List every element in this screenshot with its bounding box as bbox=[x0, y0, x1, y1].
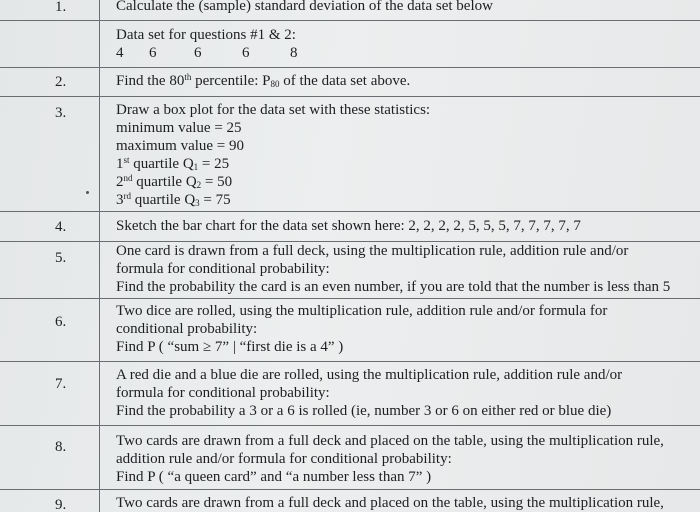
question-row-6 bbox=[0, 298, 700, 362]
question-line: Two cards are drawn from a full deck and placed on the table, using the multiplication rule, bbox=[116, 495, 664, 511]
question-row-7 bbox=[0, 361, 700, 426]
question-row-4 bbox=[0, 211, 700, 242]
question-number: 6. bbox=[55, 314, 67, 330]
question-line: Find the probability the card is an even number, if you are told that the number is less than 5 bbox=[116, 279, 671, 295]
question-row-3 bbox=[0, 96, 700, 212]
question-row-8 bbox=[0, 425, 700, 490]
question-line: A red die and a blue die are rolled, using the multiplication rule, addition rule and/or bbox=[116, 367, 623, 383]
question-line: conditional probability: bbox=[116, 321, 258, 337]
data-value: 6 bbox=[149, 45, 157, 61]
data-set-values bbox=[116, 44, 700, 62]
question-row-5 bbox=[0, 241, 700, 299]
data-set-title: Data set for questions #1 & 2: bbox=[116, 27, 296, 43]
question-line: addition rule and/or formula for conditional probability: bbox=[116, 451, 452, 467]
question-row-2 bbox=[0, 67, 700, 97]
question-text: Draw a box plot for the data set with these statistics: bbox=[116, 102, 431, 118]
question-row-9 bbox=[0, 489, 700, 512]
stat-q2: 2nd quartile $Q_2 = 50$ bbox=[116, 173, 233, 190]
question-line: One card is drawn from a full deck, using the multiplication rule, addition rule and/or bbox=[116, 243, 629, 259]
question-number: 1. bbox=[55, 0, 67, 15]
question-number: 2. bbox=[55, 74, 67, 90]
question-line: Find the probability a 3 or a 6 is rolled (ie, number 3 or 6 on either red or blue die) bbox=[116, 403, 612, 419]
question-number: 3. bbox=[55, 105, 67, 121]
stat-q3: 3rd quartile $Q_3 = 75$ bbox=[116, 191, 231, 208]
question-text: Sketch the bar chart for the data set shown here: 2, 2, 2, 2, 5, 5, 5, 7, 7, 7, 7, 7 bbox=[116, 218, 581, 234]
data-value: 6 bbox=[242, 45, 250, 61]
question-line: formula for conditional probability: bbox=[116, 385, 330, 401]
data-value: 4 bbox=[116, 45, 124, 61]
question-number: 4. bbox=[55, 219, 67, 235]
question-number: 8. bbox=[55, 439, 67, 455]
question-number: 5. bbox=[55, 250, 67, 266]
stat-minimum: minimum value = 25 bbox=[116, 120, 242, 136]
stat-q1: 1st quartile $Q_1 = 25$ bbox=[116, 155, 230, 172]
question-number: 9. bbox=[55, 497, 67, 512]
question-line: Two dice are rolled, using the multiplication rule, addition rule and/or formula for bbox=[116, 303, 608, 319]
question-line: Find P ( “a queen card” and “a number less than 7” ) bbox=[116, 469, 432, 485]
question-line: formula for conditional probability: bbox=[116, 261, 330, 277]
question-line: Find P ( “sum ≥ 7” | “first die is a 4” ) bbox=[116, 339, 344, 355]
question-number: 7. bbox=[55, 376, 67, 392]
data-value: 6 bbox=[194, 45, 202, 61]
question-text: Calculate the (sample) standard deviation of the data set below bbox=[116, 0, 493, 14]
data-set-row bbox=[0, 20, 700, 68]
stat-maximum: maximum value = 90 bbox=[116, 138, 245, 154]
data-value: 8 bbox=[290, 45, 298, 61]
question-row-1 bbox=[0, 0, 700, 21]
question-line: Two cards are drawn from a full deck and placed on the table, using the multiplication rule, bbox=[116, 433, 664, 449]
question-text: Find the 80th percentile: $P_{80}$ of the data set above. bbox=[116, 72, 411, 89]
